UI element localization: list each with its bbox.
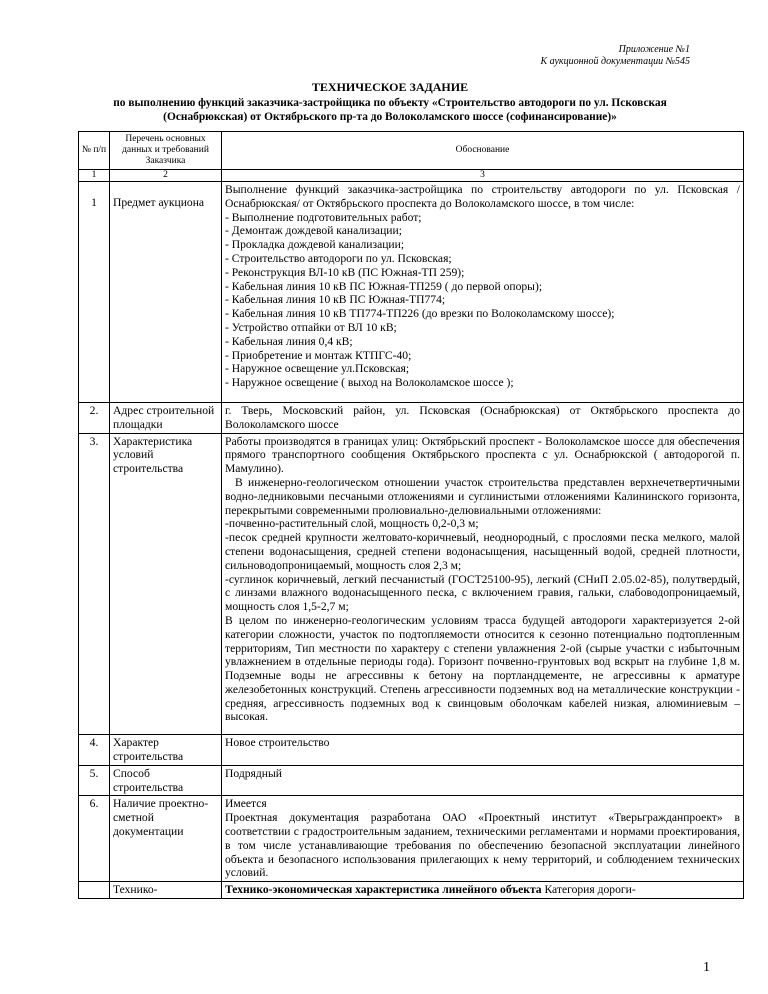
header-parameter: Перечень основных данных и требований Заказчика (110, 132, 222, 170)
row-parameter: Характер строительства (110, 735, 222, 766)
row-parameter: Технико- (110, 882, 222, 899)
row-number: 1 (79, 182, 110, 403)
row-parameter: Способ строительства (110, 765, 222, 796)
table-header-row (79, 132, 744, 170)
row-basis (222, 182, 744, 403)
basis-line: - Реконструкция ВЛ-10 кВ (ПС Южная-ТП 259); (225, 265, 465, 279)
table-row (79, 735, 744, 766)
annex-line-2: К аукционной документации №545 (540, 56, 690, 67)
basis-line: Подрядный (225, 766, 282, 780)
basis-line: Работы производятся в границах улиц: Октябрьский проспект - Волоколамское шоссе для обеспечения прямого транспортного сообщения Октябрьского проспекта с ул. Оснабрюкской ( автодорогой п. Мамулино). (225, 434, 740, 476)
basis-line: -почвенно-растительный слой, мощность 0,2-0,3 м; (225, 517, 479, 531)
row-number: 6. (79, 796, 110, 882)
row-parameter: Предмет аукциона (110, 182, 222, 403)
basis-bold-heading: Технико-экономическая характеристика линейного объекта (225, 883, 542, 897)
row-number: 5. (79, 765, 110, 796)
row-basis (222, 882, 744, 899)
header-basis: Обоснование (222, 132, 744, 170)
table-row (79, 882, 744, 899)
row-number: 3. (79, 433, 110, 735)
row-basis (222, 433, 744, 735)
subtitle-line-2: (Оснабрюкская) от Октябрьского пр-та до Волоколамского шоссе (софинансирование)» (163, 111, 617, 123)
row-number (79, 882, 110, 899)
basis-line: - Наружное освещение ул.Псковская; (225, 362, 410, 376)
row-number: 4. (79, 735, 110, 766)
basis-line: - Наружное освещение ( выход на Волоколамское шоссе ); (225, 376, 514, 390)
basis-line: - Демонтаж дождевой канализации; (225, 224, 402, 238)
basis-line: - Выполнение подготовительных работ; (225, 210, 422, 224)
table-row (79, 402, 744, 433)
specification-table (78, 131, 744, 899)
basis-line: Имеется (225, 797, 267, 811)
basis-line: - Прокладка дождевой канализации; (225, 238, 405, 252)
row-parameter: Наличие проектно-сметной документации (110, 796, 222, 882)
row-basis (222, 735, 744, 766)
basis-line: - Строительство автодороги по ул. Псковская; (225, 251, 452, 265)
basis-line: Новое строительство (225, 736, 330, 750)
subtitle-line-1: по выполнению функций заказчика-застройщика по объекту «Строительство автодороги по ул. Псковская (113, 97, 667, 109)
basis-line: - Устройство отпайки от ВЛ 10 кВ; (225, 320, 397, 334)
basis-line: - Кабельная линия 10 кВ ПС Южная-ТП259 ( до первой опоры); (225, 279, 543, 293)
basis-line: -суглинок коричневый, легкий песчанистый (ГОСТ25100-95), легкий (СНиП 2.05.02-85), полутвердый, с линзами влажного водонасыщенного песка, с включением гравия, гальки, слабоводопроницаемый, мощность слоя 1,5-2,7 м; (225, 572, 740, 614)
basis-line: - Кабельная линия 10 кВ ПС Южная-ТП774; (225, 293, 446, 307)
column-number-3: 3 (222, 170, 744, 182)
basis-line: - Кабельная линия 0,4 кВ; (225, 334, 353, 348)
basis-line: В инженерно-геологическом отношении участок строительства представлен верхнечетвертичными водно-ледниковыми песчаными отложениями и суглинистыми отложениями Калининского горизонта, перекрытыми современными пролювиально-делювиальными отложениями: (225, 475, 740, 517)
column-number-2: 2 (110, 170, 222, 182)
basis-line: -песок средней крупности желтовато-коричневый, неоднородный, с прослоями песка мелкого, малой степени водонасыщения, средней степени водонасыщения, насыщенный водой, средней плотности, сильноводопроницаемый, мощность слоя 2,3 м; (225, 531, 740, 572)
basis-line: Категория дороги- (541, 883, 636, 897)
table-row (79, 796, 744, 882)
basis-line: - Приобретение и монтаж КТПГС-40; (225, 348, 412, 362)
column-number-row (79, 170, 744, 182)
basis-line: Проектная документация разработана ОАО «Проектный институт «Тверьгражданпроект» в соответствии с градостроительным заданием, техническими регламентами и нормами проектирования, в том числе устанавливающие требования по обеспечению безопасной эксплуатации линейного объекта и безопасного использования прилегающих к нему территорий, и соблюдением технических условий. (225, 811, 740, 880)
page-number: 1 (703, 960, 710, 975)
table-row (79, 765, 744, 796)
column-number-1: 1 (79, 170, 110, 182)
document-title: ТЕХНИЧЕСКОЕ ЗАДАНИЕ (311, 80, 469, 94)
table-row (79, 182, 744, 403)
row-basis (222, 796, 744, 882)
basis-line: Выполнение функций заказчика-застройщика по строительству автодороги по ул. Псковская /Оснабрюкская/ от Октябрьского проспекта до Волоколамского шоссе, в том числе: (225, 183, 740, 210)
row-basis (222, 765, 744, 796)
header-number: № п/п (79, 132, 110, 170)
table-row (79, 433, 744, 735)
annex-reference (540, 44, 690, 68)
row-number: 2. (79, 402, 110, 433)
row-parameter: Адрес строительной площадки (110, 402, 222, 433)
row-basis (222, 402, 744, 433)
basis-line: В целом по инженерно-геологическим условиям трасса будущей автодороги характеризуется 2-ой категории сложности, участок по подтопляемости относится к сезонно потенциально подтопленным территориям, Тип местности по характеру с степени увлажнения 2-ой (сырые участки с избыточным увлажнением в отдельные периоды года). Горизонт почвенно-грунтовых вод вскрыт на глубине 1,8 м. Подземные воды не агрессивны к бетону на портландцементе, не агрессивны к арматуре железобетонных конструкций. Степень агрессивности подземных вод на металлические конструкции - средняя, агрессивность подземных вод к свинцовым оболочкам кабелей низкая, алюминиевым – высокая. (225, 613, 740, 724)
annex-line-1: Приложение №1 (618, 44, 690, 55)
document-subtitle (60, 96, 720, 124)
basis-line: г. Тверь, Московский район, ул. Псковская (Оснабрюкская) от Октябрьского проспекта до Волоколамского шоссе (225, 403, 740, 431)
basis-line: - Кабельная линия 10 кВ ТП774-ТП226 (до врезки по Волоколамскому шоссе); (225, 307, 615, 321)
row-parameter: Характеристика условий строительства (110, 433, 222, 735)
